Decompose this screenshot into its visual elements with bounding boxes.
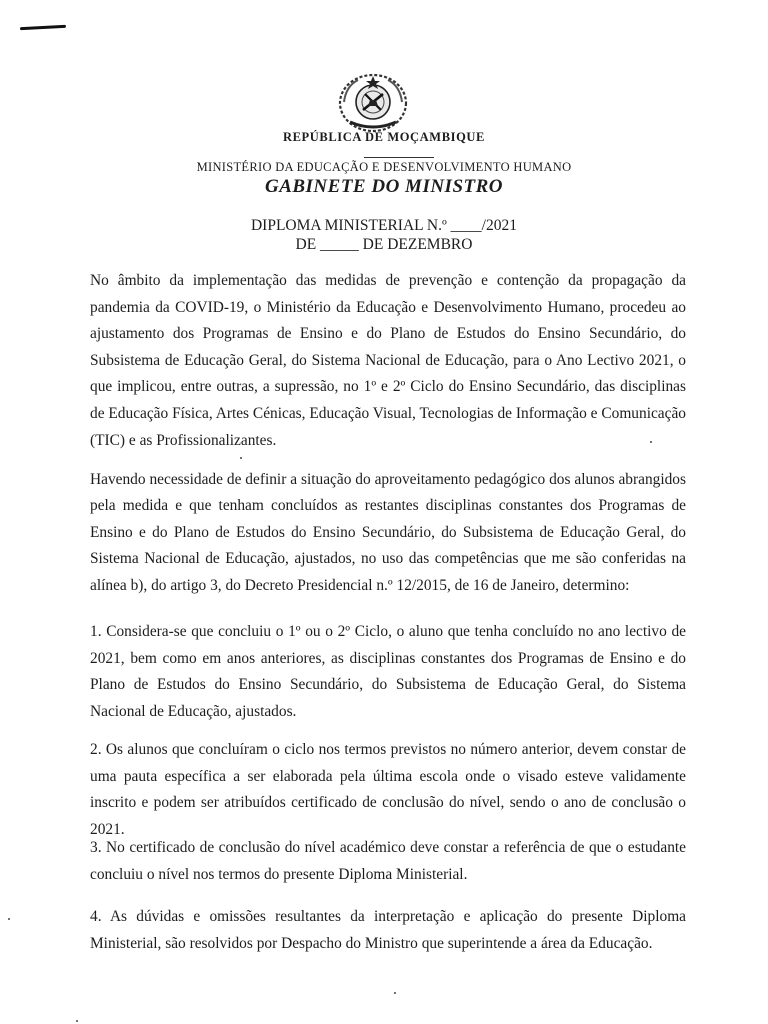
diploma-date: DE _____ DE DEZEMBRO bbox=[295, 236, 473, 253]
republic-heading: REPÚBLICA DE MOÇAMBIQUE bbox=[282, 130, 485, 144]
context-paragraph: Havendo necessidade de definir a situação do aproveitamento pedagógico dos alunos abrangidos pela medida e que tenham concluídos as restantes disciplinas constantes dos Programas de Ensino e do Plano de Estudos do Ensino Secundário, do Subsistema de Educação Geral, do Sistema Nacional de Educação, ajustados, no uso das competências que me são conferidas na alínea b), do artigo 3, do Decreto Presidencial n.º 12/2015, de 16 de Janeiro, determino: bbox=[90, 471, 686, 594]
national-emblem-icon bbox=[336, 72, 410, 134]
scan-speck bbox=[76, 1020, 78, 1022]
cabinet-heading: GABINETE DO MINISTRO bbox=[264, 176, 504, 197]
scan-speck bbox=[394, 992, 396, 994]
article-1: 1. Considera-se que concluiu o 1º ou o 2º Ciclo, o aluno que tenha concluído no ano lectivo de 2021, bem como em anos anteriores, as disciplinas constantes dos Programas de Ensino e do Plano de Estudos do Ensino Secundário, do Subsistema de Educação Geral, do Sistema Nacional de Educação, ajustados. bbox=[90, 623, 686, 720]
article-3: 3. No certificado de conclusão do nível académico deve constar a referência de que o estudante concluiu o nível nos termos do presente Diploma Ministerial. bbox=[90, 839, 686, 883]
pen-mark bbox=[20, 25, 66, 30]
article-4: 4. As dúvidas e omissões resultantes da interpretação e aplicação do presente Diploma Ministerial, são resolvidos por Despacho do Ministro que superintende a área da Educação. bbox=[90, 908, 686, 952]
scan-speck bbox=[240, 457, 242, 459]
ministry-heading: MINISTÉRIO DA EDUCAÇÃO E DESENVOLVIMENTO HUMANO bbox=[196, 160, 572, 174]
scan-speck bbox=[650, 441, 652, 443]
article-2: 2. Os alunos que concluíram o ciclo nos termos previstos no número anterior, devem constar de uma pauta específica a ser elaborada pela última escola onde o visado esteve validamente inscrito e podem ser atribuídos certificado de conclusão do nível, sendo o ano de conclusão o 2021. bbox=[90, 741, 686, 838]
diploma-title: DIPLOMA MINISTERIAL N.º ____/2021 bbox=[250, 217, 517, 234]
intro-paragraph: No âmbito da implementação das medidas de prevenção e contenção da propagação da pandemia da COVID-19, o Ministério da Educação e Desenvolvimento Humano, procedeu ao ajustamento dos Programas de Ensino e do Plano de Estudos do Ensino Secundário, do Subsistema de Educação Geral, do Sistema Nacional de Educação, para o Ano Lectivo 2021, o que implicou, entre outras, a supressão, no 1º e 2º Ciclo do Ensino Secundário, das disciplinas de Educação Física, Artes Cénicas, Educação Visual, Tecnologias de Informação e Comunicação (TIC) e as Profissionalizantes. bbox=[90, 272, 686, 449]
scan-speck bbox=[8, 918, 10, 920]
header-rule bbox=[364, 157, 434, 158]
